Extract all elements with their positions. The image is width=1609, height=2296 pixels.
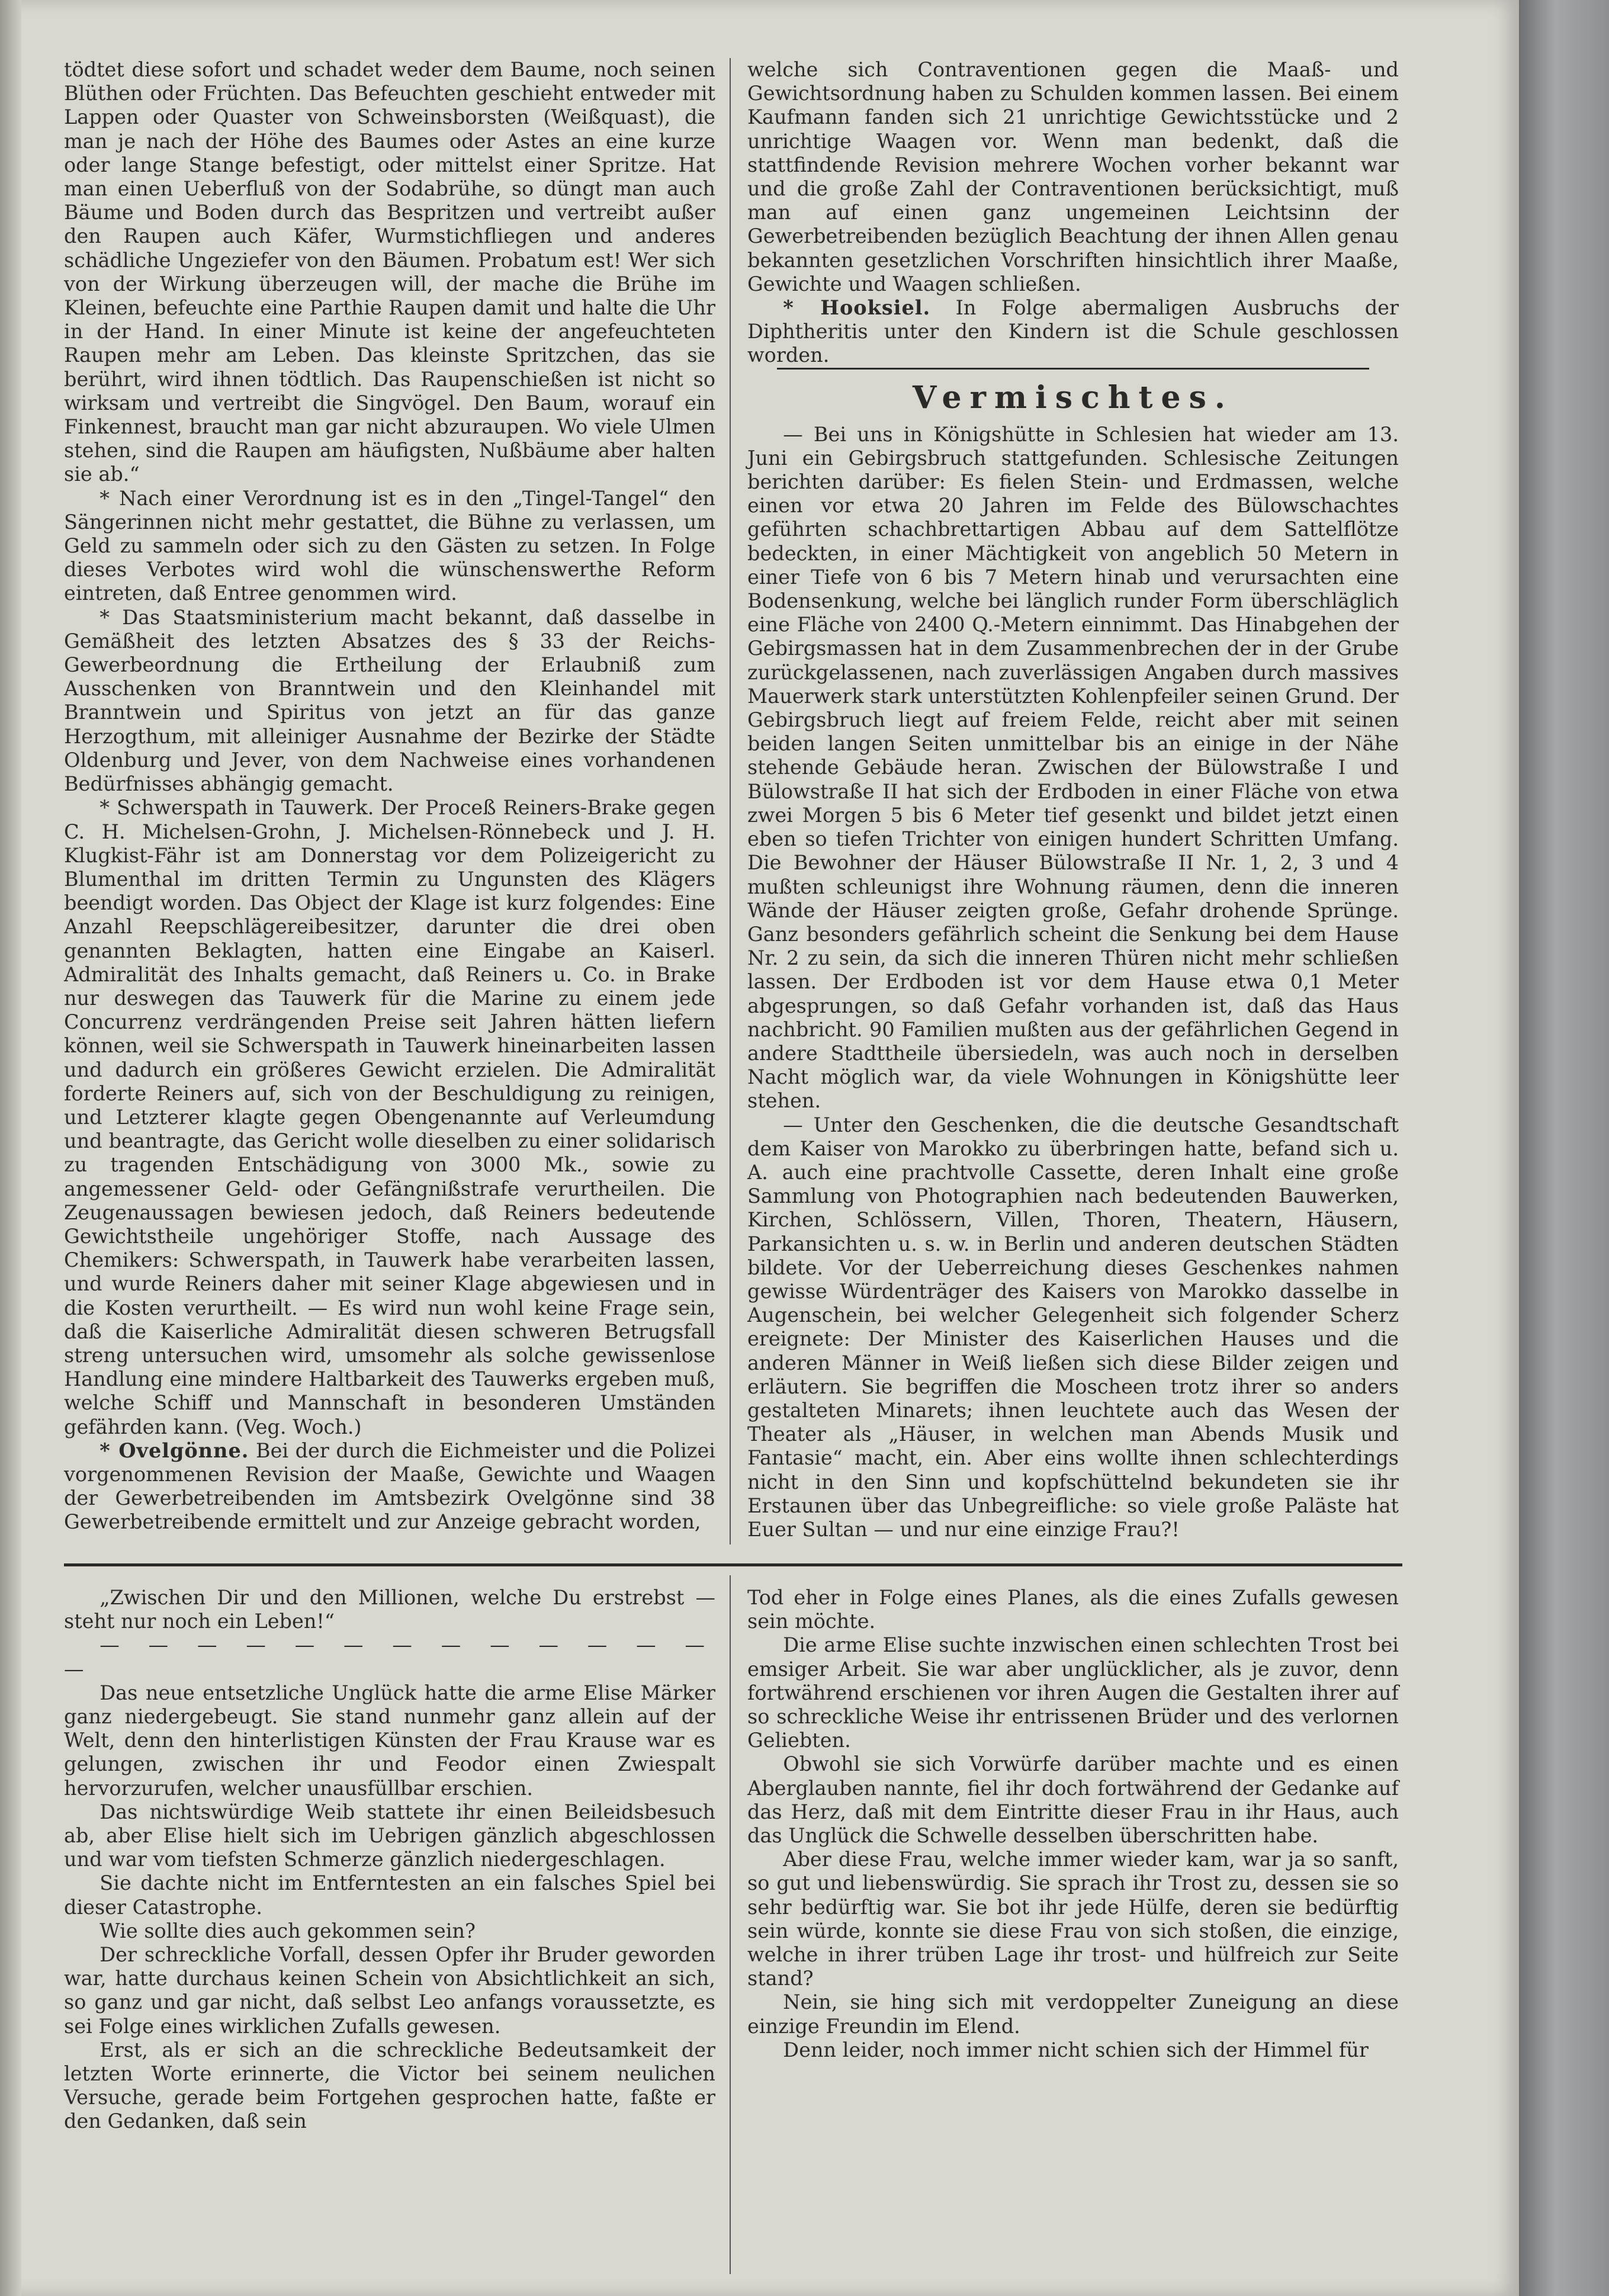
story-paragraph: Erst, als er sich an die schreckliche Bedeutsamkeit der letzten Worte erinnerte, die Victor bei seinem neulichen Versuche, gerade beim Fortgehen gesprochen hatte, faßte er den Gedanken, daß sein [64,2038,715,2133]
story-paragraph: Nein, sie hing sich mit verdoppelter Zuneigung an diese einzige Freundin im Elend. [747,1990,1399,2038]
article-paragraph: — Bei uns in Königshütte in Schlesien hat wieder am 13. Juni ein Gebirgsbruch stattgefunden. Schlesische Zeitungen berichten darüber: Es fielen Stein- und Erdmassen, welche einen vor etwa 20 Jahren im Felde des Bülowschachtes geführten schachbrettartigen Abbau auf dem Sattelflötze bedeckten, in einer Mächtigkeit von angeblich 50 Metern in einer Tiefe von 6 bis 7 Metern hinab und verursachten eine Bodensenkung, welche bei länglich runder Form überschläglich eine Fläche von 2400 Q.-Metern einnimmt. Das Hinabgehen der Gebirgsmassen hat in dem Zusammenbrechen der in der Grube zurückgelassenen, nach zuverlässigen Angaben durch massives Mauerwerk stark unterstützten Kohlenpfeiler seinen Grund. Der Gebirgsbruch liegt auf freiem Felde, reicht aber mit seinen beiden langen Seiten unmittelbar bis an einige in der Nähe stehende Gebäude heran. Zwischen der Bülowstraße I und Bülowstraße II hat sich der Erdboden in einer Fläche von etwa zwei Morgen 5 bis 6 Meter tief gesenkt und bildet jetzt einen eben so tiefen Trichter von einigen hundert Schritten Umfang. Die Bewohner der Häuser Bülowstraße II Nr. 1, 2, 3 und 4 mußten schleunigst ihre Wohnung räumen, denn die inneren Wände der Häuser zeigten große, Gefahr drohende Sprünge. Ganz besonders gefährlich scheint die Senkung bei dem Hause Nr. 2 zu sein, da sich die inneren Thüren nicht mehr schließen lassen. Der Erdboden ist vor dem Hause etwa 0,1 Meter abgesprungen, so daß Gefahr vorhanden ist, daß das Haus nachbricht. 90 Familien mußten aus der gefährlichen Gegend in andere Stadttheile übersiedeln, was auch noch in derselben Nacht möglich war, da viele Wohnungen in Königshütte leer stehen. [747,422,1399,1113]
column-bottom-right [747,1586,1399,2062]
story-quote: „Zwischen Dir und den Millionen, welche Du erstrebst — steht nur noch ein Leben!“ [64,1586,715,1633]
column-rule-bottom [730,1575,731,2274]
story-paragraph: Aber diese Frau, welche immer wieder kam, war ja so sanft, so gut und liebenswürdig. Sie sprach ihr Trost zu, dessen sie so sehr bedürftig war. Sie bot ihr jede Hülfe, deren sie bedürftig sein würde, konnte sie diese Frau von sich stoßen, die einzige, welche in ihrer trüben Lage ihr trost- und hülfreich zur Seite stand? [747,1848,1399,1990]
article-paragraph: * Das Staatsministerium macht bekannt, daß dasselbe in Gemäßheit des letzten Absatzes des § 33 der Reichs-Gewerbeordnung die Ertheilung der Erlaubniß zum Ausschenken von Branntwein und den Kleinhandel mit Branntwein und Spiritus von jetzt an für das ganze Herzogthum, mit alleiniger Ausnahme der Bezirke der Städte Oldenburg und Jever, von dem Nachweise eines vorhandenen Bedürfnisses abhängig gemacht. [64,605,715,796]
article-text-hooksiel: In Folge abermaligen Ausbruchs der Diphtheritis unter den Kindern ist die Schule geschlossen worden. [747,296,1399,367]
section-rule [777,368,1369,370]
story-paragraph: Tod eher in Folge eines Planes, als die eines Zufalls gewesen sein möchte. [747,1586,1399,1633]
article-paragraph: — Unter den Geschenken, die die deutsche Gesandtschaft dem Kaiser von Marokko zu überbringen hatte, befand sich u. A. auch eine prachtvolle Cassette, deren Inhalt eine große Sammlung von Photographien nach bedeutenden Bauwerken, Kirchen, Schlössern, Villen, Thoren, Theatern, Häusern, Parkansichten u. s. w. in Berlin und anderen deutschen Städten bildete. Vor der Ueberreichung dieses Geschenkes nahmen gewisse Würdenträger des Kaisers von Marokko dasselbe in Augenschein, bei welcher Gelegenheit sich folgender Scherz ereignete: Der Minister des Kaiserlichen Hauses und die anderen Männer in Weiß ließen sich diese Bilder zeigen und erläutern. Sie begriffen die Moscheen trotz ihrer so anders gestalteten Minarets; ihnen leuchtete auch das Wesen der Theater als „Häuser, in welchen man Abends Musik und Fantasie“ macht, ein. Aber eins wollte ihnen schlechterdings nicht in den Sinn und kopfschüttelnd bekundeten sie ihr Erstaunen über das Unbegreifliche: so viele große Paläste hat Euer Sultan — und nur eine einzige Frau?! [747,1113,1399,1541]
section-heading: Vermischtes. [912,379,1234,416]
story-paragraph: Wie sollte dies auch gekommen sein? [99,1919,476,1942]
page-edge-background [1519,0,1609,2296]
story-paragraph: Denn leider, noch immer nicht schien sich der Himmel für [783,2038,1369,2061]
column-top-right [747,58,1399,1542]
column-rule-top [730,58,731,1544]
feuilleton-divider [64,1563,1402,1566]
article-paragraph: tödtet diese sofort und schadet weder dem Baume, noch seinen Blüthen oder Früchten. Das Befeuchten geschieht entweder mit Lappen oder Quaster von Schweinsborsten (Weißquast), die man je nach der Höhe des Baumes oder Astes an eine kurze oder lange Stange befestigt, oder mittelst einer Spritze. Hat man einen Ueberfluß von der Sodabrühe, so düngt man auch Bäume und Boden durch das Bespritzen und vertreibt außer den Raupen auch Käfer, Wurmstichfliegen und anderes schädliche Ungeziefer von den Bäumen. Probatum est! Wer sich von der Wirkung überzeugen will, der mache die Brühe im Kleinen, befeuchte eine Parthie Raupen damit und halte die Uhr in der Hand. In einer Minute ist keine der angefeuchteten Raupen mehr am Leben. Das kleinste Spritzchen, das sie berührt, wird ihnen tödtlich. Das Raupenschießen ist nicht so wirksam und vertreibt die Singvögel. Den Baum, worauf ein Finkennest, braucht man gar nicht abzuraupen. Wo viele Ulmen stehen, sind die Raupen am häufigsten, Nußbäume aber halten sie ab.“ [64,58,715,486]
column-bottom-left [64,1586,715,2134]
page-gutter [0,0,21,2296]
article-paragraph-hooksiel [747,296,1399,368]
story-paragraph: Obwohl sie sich Vorwürfe darüber machte und es einen Aberglauben nannte, fiel ihr doch fortwährend der Gedanke auf das Herz, daß mit dem Eintritte dieser Frau in ihr Haus, auch das Unglück die Schwelle desselben überschritten habe. [747,1752,1399,1848]
article-paragraph: * Schwerspath in Tauwerk. Der Proceß Reiners-Brake gegen C. H. Michelsen-Grohn, J. Michelsen-Rönnebeck und J. H. Klugkist-Fähr ist am Donnerstag vor dem Polizeigericht zu Blumenthal im dritten Termin zu Ungunsten des Klägers beendigt worden. Das Object der Klage ist kurz folgendes: Eine Anzahl Reepschlägereibesitzer, darunter die drei oben genannten Beklagten, hatten eine Eingabe an Kaiserl. Admiralität des Inhalts gemacht, daß Reiners u. Co. in Brake nur deswegen das Tauwerk für die Marine zu einem jede Concurrenz verdrängenden Preise seit Jahren hätten liefern können, weil sie Schwerspath in Tauwerk hineinarbeiten lassen und dadurch ein größeres Gewicht erzielen. Die Admiralität forderte Reiners auf, sich von der Beschuldigung zu reinigen, und Letzterer klagte gegen Obengenannte auf Verleumdung und beantragte, das Gericht wolle dieselben zu einer solidarisch zu tragenden Entschädigung von 3000 Mk., sowie zu angemessener Geld- oder Gefängnißstrafe verurtheilen. Die Zeugenaussagen bewiesen jedoch, daß Reiners bedeutende Gewichtstheile ungehöriger Stoffe, nach Aussage des Chemikers: Schwerspath, in Tauwerk habe verarbeiten lassen, und wurde Reiners daher mit seiner Klage abgewiesen und in die Kosten verurtheilt. — Es wird nun wohl keine Frage sein, daß die Kaiserliche Admiralität diesen schweren Betrugsfall streng untersuchen wird, umsomehr als solche gewissenlose Handlung eine mindere Haltbarkeit des Tauwerks ergeben muß, welche Schiff und Mannschaft in besonderen Umständen gefährden kann. (Veg. Woch.) [64,796,715,1438]
story-paragraph: Der schreckliche Vorfall, dessen Opfer ihr Bruder geworden war, hatte durchaus keinen Schein von Absichtlichkeit an sich, so ganz und gar nicht, daß selbst Leo anfangs voraussetzte, es sei Folge eines wirklichen Zufalls gewesen. [64,1943,715,2038]
article-text-ovelgoenne: Bei der durch die Eichmeister und die Polizei vorgenommenen Revision der Maaße, Gewichte und Waagen der Gewerbetreibenden im Amtsbezirk Ovelgönne sind 38 Gewerbetreibende ermittelt und zur Anzeige gebracht worden, [64,1438,715,1534]
story-paragraph: Das neue entsetzliche Unglück hatte die arme Elise Märker ganz niedergebeugt. Sie stand nunmehr ganz allein auf der Welt, denn den hinterlistigen Künsten der Frau Krause war es gelungen, zwischen ihr und Feodor einen Zwiespalt hervorzurufen, welcher unausfüllbar erschien. [64,1681,715,1800]
article-paragraph: * Nach einer Verordnung ist es in den „Tingel-Tangel“ den Sängerinnen nicht mehr gestattet, die Bühne zu verlassen, um Geld zu sammeln oder sich zu den Gästen zu setzen. In Folge dieses Verbotes wird wohl die wünschenswerthe Reform eintreten, daß Entree genommen wird. [64,486,715,605]
story-paragraph: Sie dachte nicht im Entferntesten an ein falsches Spiel bei dieser Catastrophe. [64,1871,715,1919]
column-top-left [64,58,715,1534]
story-paragraph: Das nichtswürdige Weib stattete ihr einen Beileidsbesuch ab, aber Elise hielt sich im Uebrigen gänzlich abgeschlossen und war vom tiefsten Schmerze gänzlich niedergeschlagen. [64,1800,715,1871]
article-paragraph-ovelgoenne [64,1439,715,1534]
story-paragraph: Die arme Elise suchte inzwischen einen schlechten Trost bei emsiger Arbeit. Sie war aber unglücklicher, als je zuvor, denn fortwährend erschienen vor ihren Augen die Gestalten ihrer auf so schreckliche Weise ihr entrissenen Brüder und des verlornen Geliebten. [747,1633,1399,1752]
story-dash-separator: — — — — — — — — — — — — — — [64,1633,715,1681]
article-paragraph: welche sich Contraventionen gegen die Maaß- und Gewichtsordnung haben zu Schulden kommen lassen. Bei einem Kaufmann fanden sich 21 unrichtige Gewichtsstücke und 2 unrichtige Waagen vor. Wenn man bedenkt, daß die stattfindende Revision mehrere Wochen vorher bekannt war und die große Zahl der Contraventionen berücksichtigt, muß man auf einen ganz ungemeinen Leichtsinn der Gewerbetreibenden bezüglich Beachtung der ihnen Allen genau bekannten gesetzlichen Vorschriften hinsichtlich ihrer Maaße, Gewichte und Waagen schließen. [747,58,1399,296]
article-headline-hooksiel: * Hooksiel. [783,296,931,320]
article-headline-ovelgoenne: * Ovelgönne. [99,1438,249,1462]
